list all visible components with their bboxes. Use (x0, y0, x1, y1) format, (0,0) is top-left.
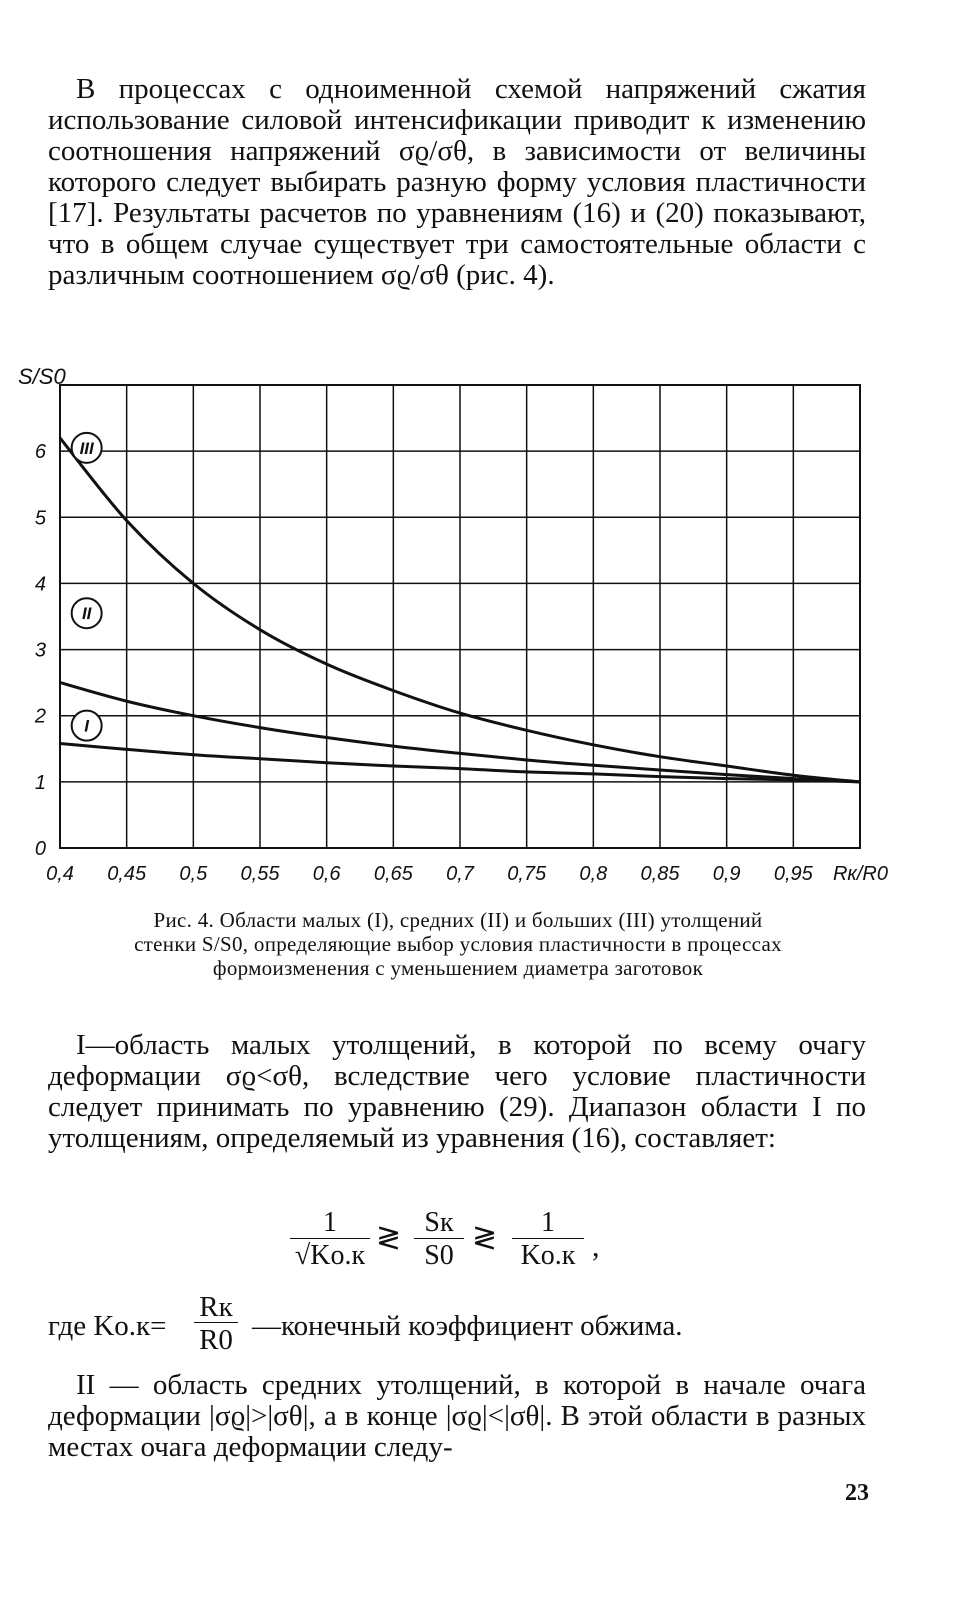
figure-caption (48, 908, 868, 980)
y-tick-label: 6 (34, 441, 46, 464)
y-tick-label: 1 (34, 771, 46, 794)
x-tick-label: 0,65 (373, 863, 413, 885)
y-tick-label: 2 (34, 705, 46, 728)
x-tick-label: 0,5 (179, 863, 208, 885)
coefficient-definition: где Kо.к= Rк R0 —конечный коэффициент обжима. (48, 1291, 683, 1356)
page-number: 23 (845, 1480, 869, 1506)
fraction-thickness: Sк S0 (414, 1208, 464, 1271)
paragraph-region-two: II — область средних утолщений, в которой в начале очага деформации |σϱ|>|σθ|, а в конце |σϱ|<|σθ|. В этой области в разных местах очага деформации следу- (48, 1369, 866, 1463)
x-tick-label: 0,6 (312, 863, 341, 885)
x-tick-label: 0,8 (579, 863, 608, 885)
paragraph-intro: В процессах с одноименной схемой напряжений сжатия использование силовой интенсификации приводит к изменению соотношения напряжений σϱ/σθ, в зависимости от величины которого следует выбирать разную форму условия пластичности [17]. Результаты расчетов по уравнениям (16) и (20) показывают, что в общем случае существует три самостоятельные области с различным соотношением σϱ/σθ (рис. 4). (48, 73, 866, 291)
y-tick-label: 3 (34, 639, 46, 662)
x-axis-label: Rк/R0 (832, 863, 888, 885)
thickening-chart (0, 360, 953, 900)
paragraph-region-one: I—область малых утолщений, в которой по всему очагу деформации σϱ<σθ, вследствие чего условие пластичности следует принимать по уравнению (29). Диапазон области I по утолщениям, определяемый из уравнения (16), составляет: (48, 1029, 866, 1154)
caption-line: Рис. 4. Области малых (I), средних (II) и больших (III) утолщений (153, 908, 763, 932)
formula-comma: , (592, 1230, 600, 1263)
caption-line: стенки S/S0, определяющие выбор условия пластичности в процессах (134, 932, 782, 956)
x-tick-label: 0,7 (446, 863, 474, 885)
x-tick-label: 0,4 (46, 863, 74, 885)
region-marker-label: II (81, 604, 92, 624)
fraction-inverse: 1 Kо.к (512, 1208, 584, 1271)
region-marker-label: I (84, 716, 90, 736)
x-tick-label: 0,55 (240, 863, 280, 885)
x-tick-label: 0,75 (507, 863, 547, 885)
inequality-formula (290, 1208, 630, 1278)
relation-symbol: ≷ (472, 1221, 498, 1254)
fraction-inverse-sqrt: 1 √Kо.к (290, 1208, 370, 1271)
region-marker-label: III (79, 438, 94, 458)
y-tick-label: 5 (34, 507, 46, 530)
x-tick-label: 0,85 (640, 863, 680, 885)
chart-labels (18, 364, 888, 885)
y-axis-label: S/S0 (18, 364, 66, 389)
x-tick-label: 0,95 (773, 863, 813, 885)
y-tick-label: 4 (34, 573, 46, 596)
fraction-radius: Rк R0 (194, 1292, 238, 1355)
relation-symbol: ≷ (376, 1221, 402, 1254)
x-tick-label: 0,9 (712, 863, 741, 885)
figure-4 (0, 360, 953, 900)
caption-line: формоизменения с уменьшением диаметра заготовок (212, 956, 704, 980)
x-tick-label: 0,45 (107, 863, 147, 885)
y-tick-label: 0 (34, 838, 46, 860)
